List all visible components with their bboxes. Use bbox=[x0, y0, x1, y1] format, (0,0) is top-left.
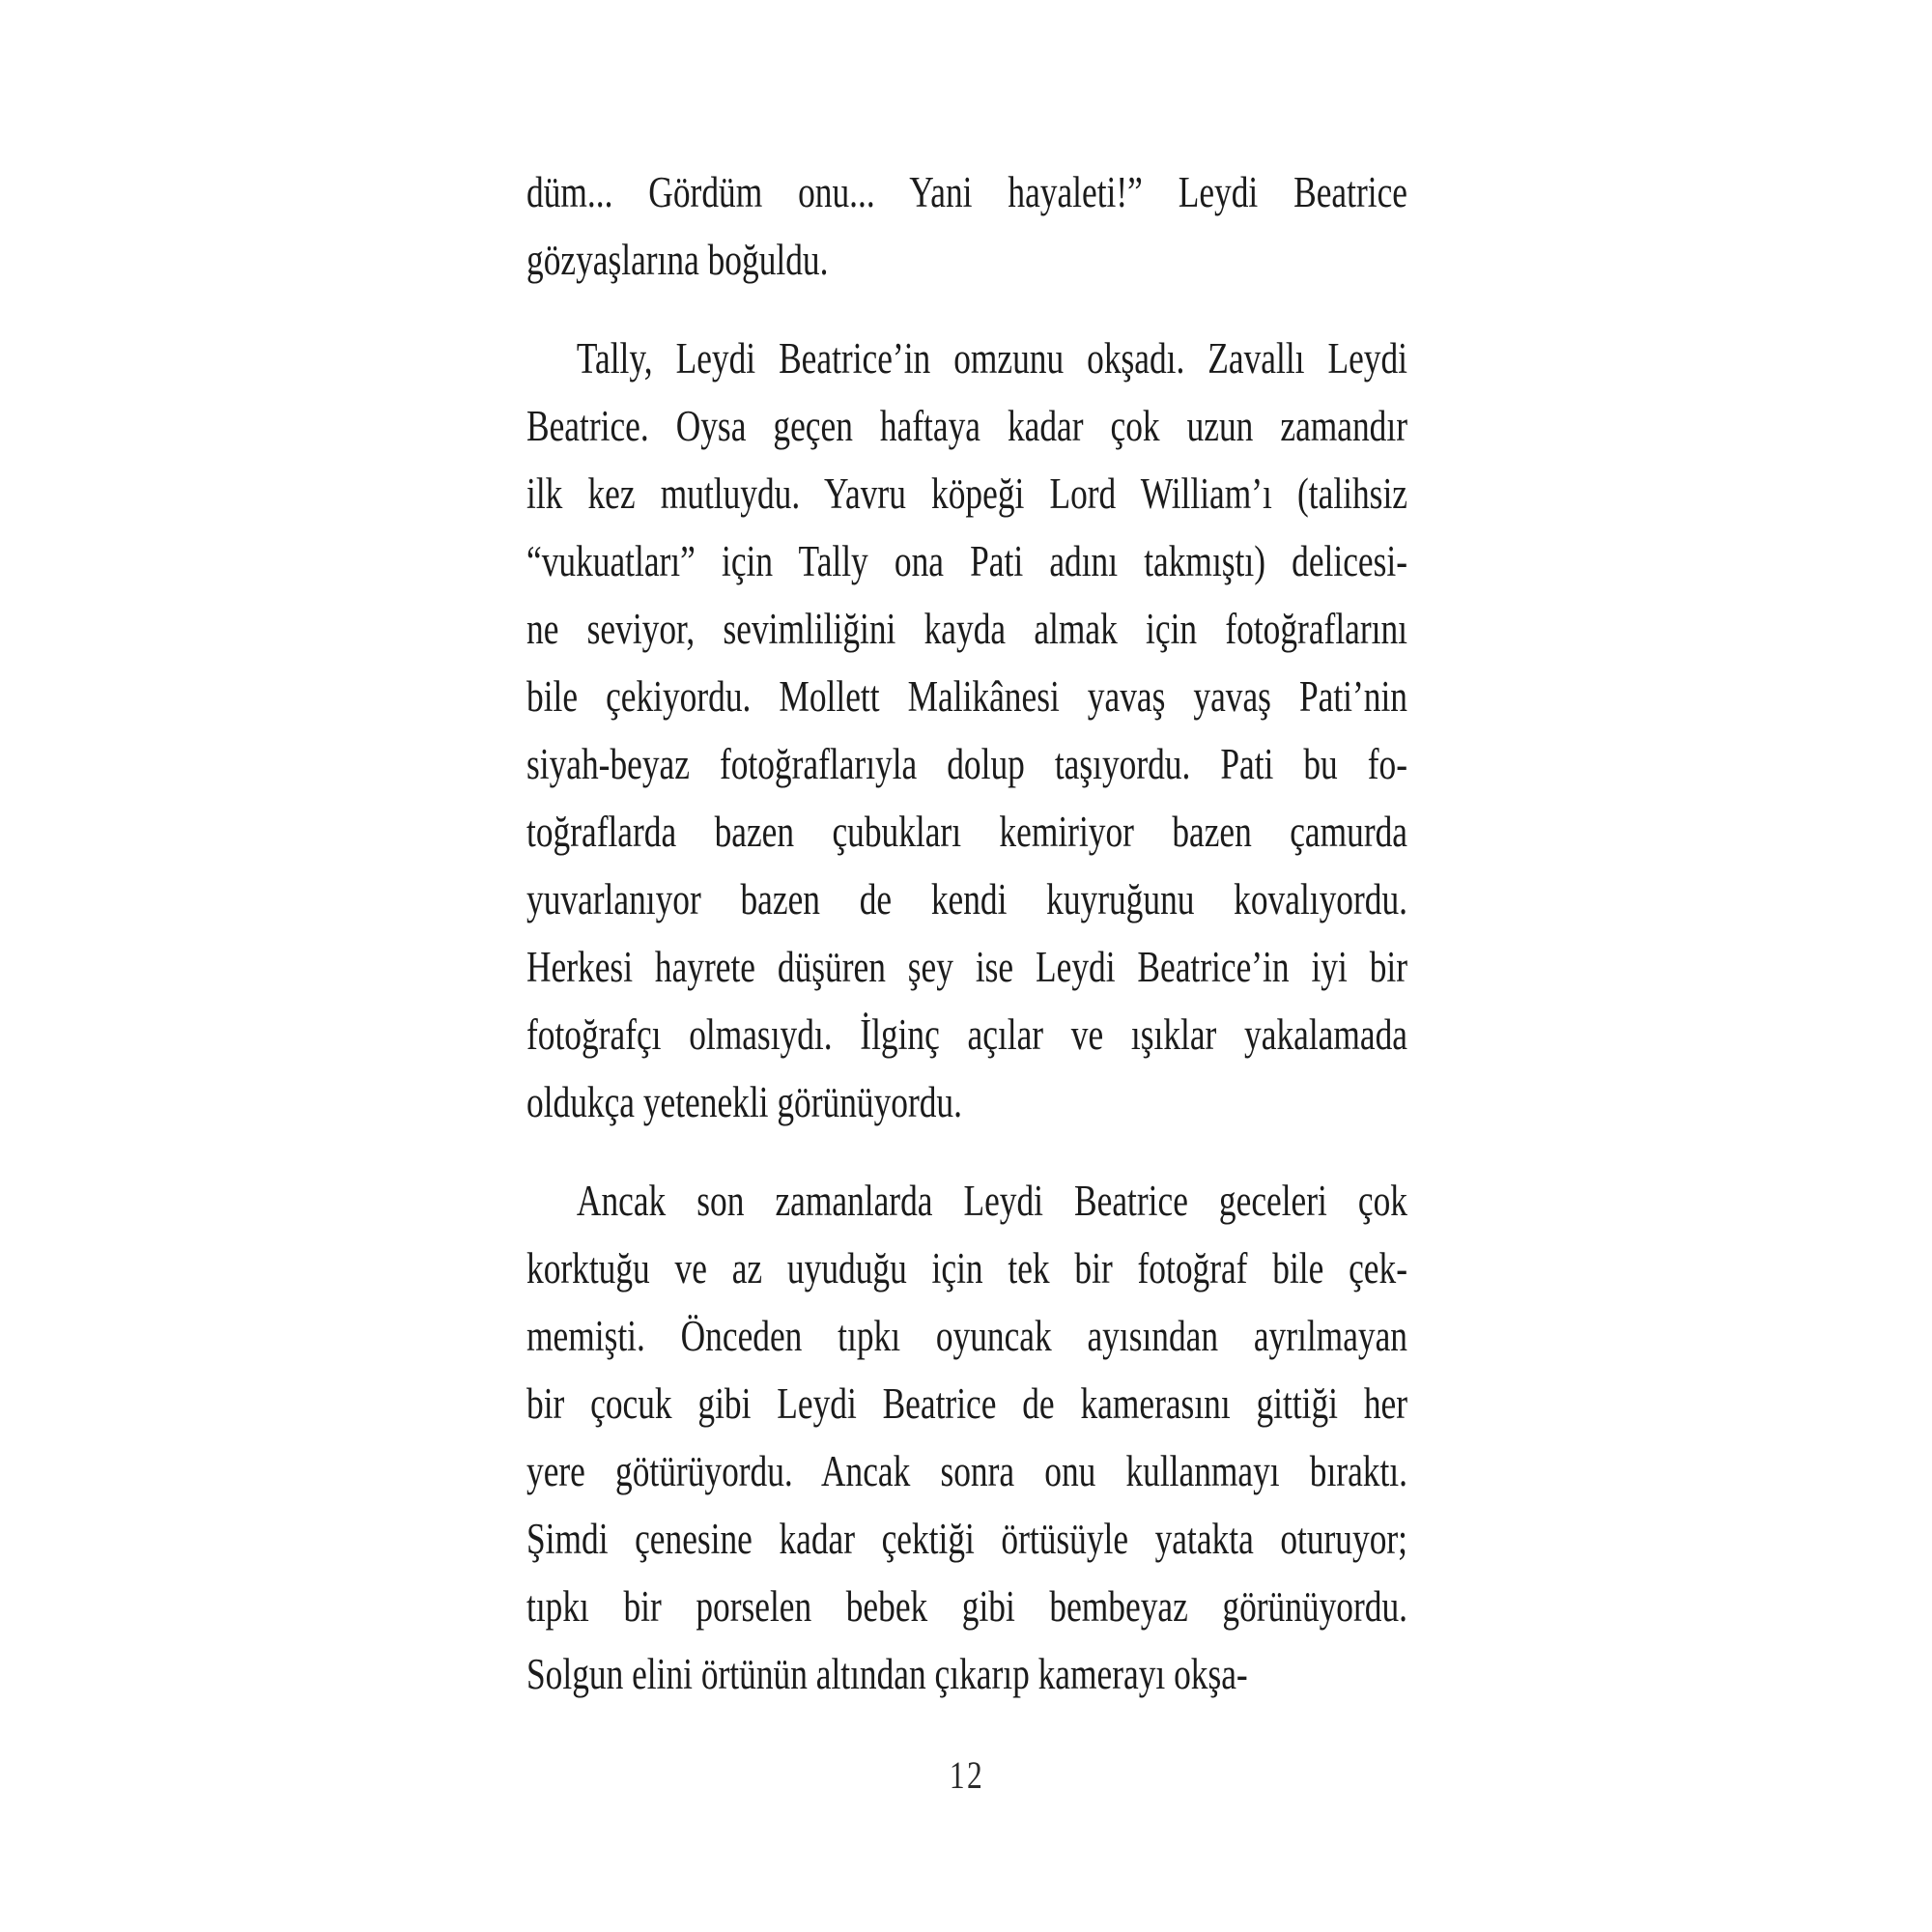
text-line: yuvarlanıyor bazen de kendi kuyruğunu kovalıyordu. bbox=[526, 875, 1407, 923]
text-line: ilk kez mutluydu. Yavru köpeği Lord William’ı (talihsiz bbox=[526, 469, 1407, 518]
text-line: tıpkı bir porselen bebek gibi bembeyaz görünüyordu. bbox=[526, 1582, 1407, 1631]
text-line: düm... Gördüm onu... Yani hayaleti!” Leydi Beatrice bbox=[526, 168, 1407, 216]
text-line: Beatrice. Oysa geçen haftaya kadar çok uzun zamandır bbox=[526, 402, 1407, 450]
text-line: gözyaşlarına boğuldu. bbox=[526, 236, 829, 284]
text-line: “vukuatları” için Tally ona Pati adını takmıştı) delicesi- bbox=[526, 537, 1407, 585]
text-line: Solgun elini örtünün altından çıkarıp kamerayı okşa- bbox=[526, 1650, 1248, 1698]
paragraph bbox=[526, 325, 1407, 1136]
text-line: siyah-beyaz fotoğraflarıyla dolup taşıyordu. Pati bu fo- bbox=[526, 740, 1407, 788]
text-line: fotoğrafçı olmasıydı. İlginç açılar ve ışıklar yakalamada bbox=[526, 1010, 1407, 1059]
text-line: yere götürüyordu. Ancak sonra onu kullanmayı bıraktı. bbox=[526, 1447, 1407, 1495]
paragraph bbox=[526, 158, 1407, 294]
text-line: toğraflarda bazen çubukları kemiriyor bazen çamurda bbox=[526, 808, 1407, 856]
text-line: memişti. Önceden tıpkı oyuncak ayısından ayrılmayan bbox=[526, 1312, 1407, 1360]
text-line: Ancak son zamanlarda Leydi Beatrice geceleri çok bbox=[576, 1177, 1407, 1225]
text-line: Tally, Leydi Beatrice’in omzunu okşadı. Zavallı Leydi bbox=[576, 334, 1407, 383]
page-number: 12 bbox=[949, 1753, 985, 1797]
paragraphs-container bbox=[526, 158, 1407, 1708]
paragraph bbox=[526, 1167, 1407, 1708]
text-block bbox=[526, 158, 1407, 1797]
text-line: Herkesi hayrete düşüren şey ise Leydi Beatrice’in iyi bir bbox=[526, 943, 1407, 991]
text-line: bir çocuk gibi Leydi Beatrice de kamerasını gittiği her bbox=[526, 1379, 1407, 1428]
text-line: korktuğu ve az uyuduğu için tek bir fotoğraf bile çek- bbox=[526, 1244, 1407, 1293]
text-line: Şimdi çenesine kadar çektiği örtüsüyle yatakta oturuyor; bbox=[526, 1515, 1407, 1563]
text-line: ne seviyor, sevimliliğini kayda almak için fotoğraflarını bbox=[526, 605, 1407, 653]
text-line: bile çekiyordu. Mollett Malikânesi yavaş yavaş Pati’nin bbox=[526, 672, 1407, 721]
text-line: oldukça yetenekli görünüyordu. bbox=[526, 1078, 962, 1126]
